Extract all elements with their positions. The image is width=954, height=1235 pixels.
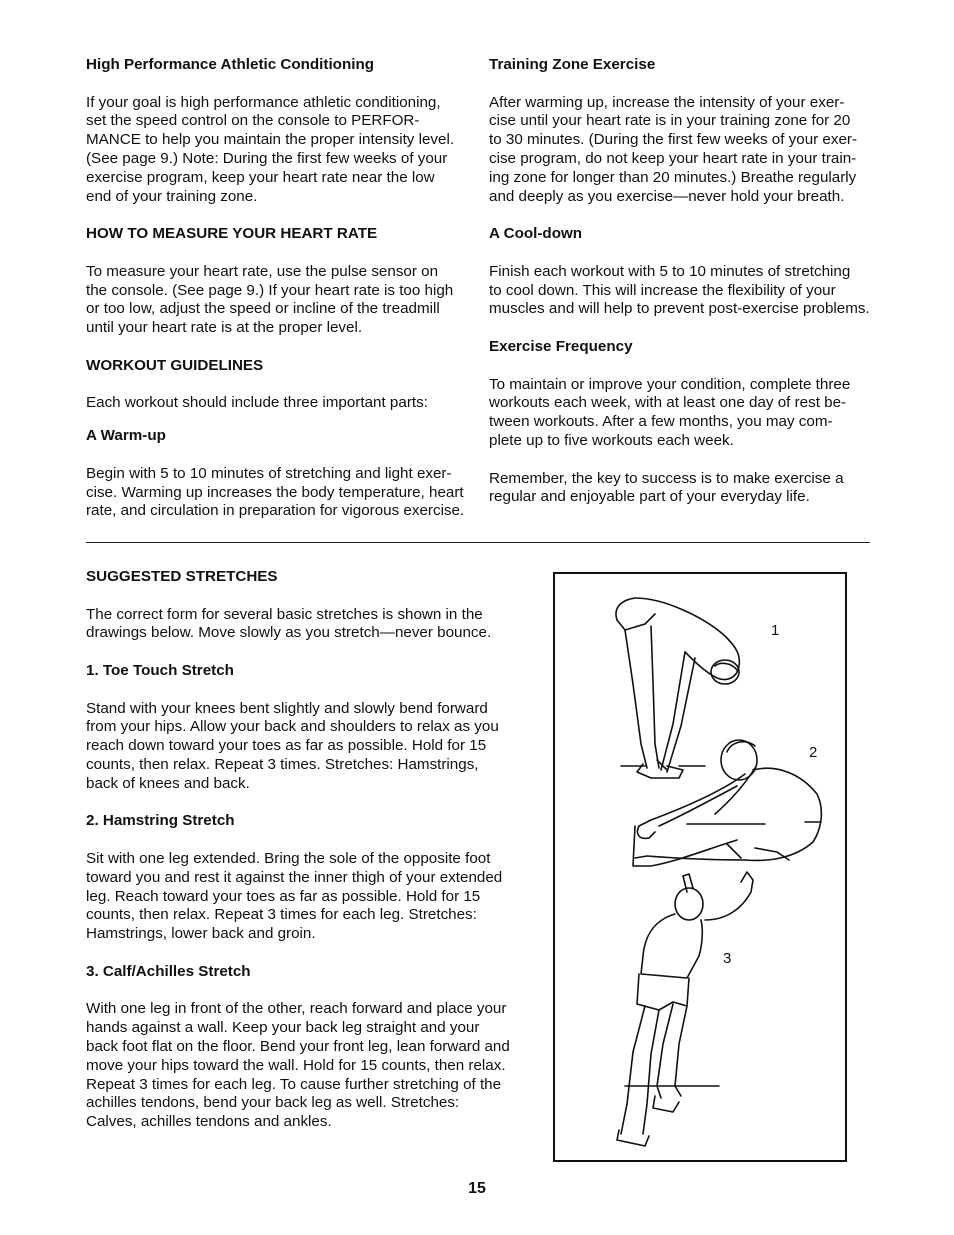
hamstring-figure-icon bbox=[633, 740, 821, 866]
body-line: toward you and rest it against the inner thigh of your extended bbox=[86, 868, 503, 886]
body-line: hands against a wall. Keep your back leg straight and your bbox=[86, 1019, 480, 1037]
heading-warm-up: A Warm-up bbox=[86, 427, 166, 445]
body-line: reach down toward your toes as far as possible. Hold for 15 bbox=[86, 737, 487, 755]
body-line: Hamstrings, lower back and groin. bbox=[86, 925, 316, 943]
body-line: leg. Reach toward your toes as far as possible. Hold for 15 bbox=[86, 887, 481, 905]
body-line: from your hips. Allow your back and shoulders to relax as you bbox=[86, 718, 499, 736]
body-line: Each workout should include three important parts: bbox=[86, 394, 428, 412]
stretches-column bbox=[86, 568, 526, 1132]
calf-stretch-figure-icon bbox=[617, 872, 753, 1146]
body-line: move your hips toward the wall. Hold for 15 counts, then relax. bbox=[86, 1056, 506, 1074]
body-line: MANCE to help you maintain the proper intensity level. bbox=[86, 131, 455, 149]
body-line: Finish each workout with 5 to 10 minutes of stretching bbox=[489, 262, 851, 280]
body-line: to 30 minutes. (During the first few weeks of your exer- bbox=[489, 131, 858, 149]
body-line: Calves, achilles tendons and ankles. bbox=[86, 1113, 332, 1131]
body-line: achilles tendons, bend your back leg as well. Stretches: bbox=[86, 1094, 460, 1112]
body-line: drawings below. Move slowly as you stretch—never bounce. bbox=[86, 624, 492, 642]
body-line: set the speed control on the console to PERFOR- bbox=[86, 112, 420, 130]
body-line: muscles and will help to prevent post-exercise problems. bbox=[489, 300, 870, 318]
figure-label-1: 1 bbox=[771, 622, 780, 639]
heading-athletic: High Performance Athletic Conditioning bbox=[86, 56, 375, 73]
body-line: the console. (See page 9.) If your heart rate is too high bbox=[86, 281, 454, 299]
body-line: to cool down. This will increase the flexibility of your bbox=[489, 281, 836, 299]
body-line: Sit with one leg extended. Bring the sole of the opposite foot bbox=[86, 849, 491, 867]
stretch-drawings bbox=[555, 574, 845, 1160]
section-divider bbox=[86, 542, 870, 543]
body-line: cise until your heart rate is in your training zone for 20 bbox=[489, 112, 851, 130]
heading-workout-guidelines: WORKOUT GUIDELINES bbox=[86, 356, 264, 374]
body-line: counts, then relax. Repeat 3 times. Stretches: Hamstrings, bbox=[86, 755, 479, 773]
figure-label-3: 3 bbox=[723, 950, 732, 967]
heading-hamstring: 2. Hamstring Stretch bbox=[86, 812, 235, 830]
body-line: After warming up, increase the intensity of your exer- bbox=[489, 93, 845, 111]
body-line: exercise program, keep your heart rate near the low bbox=[86, 168, 435, 186]
body-line: ing zone for longer than 20 minutes.) Breathe regularly bbox=[489, 168, 857, 186]
body-line: Stand with your knees bent slightly and slowly bend forward bbox=[86, 699, 488, 717]
body-line: (See page 9.) Note: During the first few weeks of your bbox=[86, 149, 448, 167]
heading-heart-rate: HOW TO MEASURE YOUR HEART RATE bbox=[86, 225, 378, 243]
body-line: regular and enjoyable part of your everyday life. bbox=[489, 488, 810, 506]
body-line: workouts each week, with at least one day of rest be- bbox=[489, 394, 847, 412]
body-line: cise program, do not keep your heart rate in your train- bbox=[489, 149, 857, 167]
body-line: To maintain or improve your condition, complete three bbox=[489, 375, 851, 393]
figure-label-2: 2 bbox=[809, 744, 818, 761]
body-line: end of your training zone. bbox=[86, 187, 258, 205]
body-line: Remember, the key to success is to make exercise a bbox=[489, 469, 844, 487]
body-line: back of knees and back. bbox=[86, 774, 250, 792]
body-line: plete up to five workouts each week. bbox=[489, 431, 734, 449]
heading-cool-down: A Cool-down bbox=[489, 225, 583, 243]
toe-touch-figure-icon bbox=[616, 598, 739, 778]
heading-exercise-frequency: Exercise Frequency bbox=[489, 337, 633, 355]
body-line: Begin with 5 to 10 minutes of stretching and light exer- bbox=[86, 464, 452, 482]
body-line: The correct form for several basic stretches is shown in the bbox=[86, 605, 483, 623]
body-line: and deeply as you exercise—never hold your breath. bbox=[489, 187, 845, 205]
body-line: tween workouts. After a few months, you may com- bbox=[489, 413, 833, 431]
stretch-illustration bbox=[553, 572, 847, 1162]
body-line: back foot flat on the floor. Bend your front leg, lean forward and bbox=[86, 1037, 510, 1055]
body-line: To measure your heart rate, use the pulse sensor on bbox=[86, 262, 439, 280]
heading-suggested-stretches: SUGGESTED STRETCHES bbox=[86, 568, 278, 585]
heading-calf-achilles: 3. Calf/Achilles Stretch bbox=[86, 962, 251, 980]
body-line: counts, then relax. Repeat 3 times for each leg. Stretches: bbox=[86, 906, 477, 924]
body-line: With one leg in front of the other, reach forward and place your bbox=[86, 1000, 507, 1018]
body-line: rate, and circulation in preparation for vigorous exercise. bbox=[86, 502, 465, 520]
left-column bbox=[86, 56, 471, 521]
heading-training-zone: Training Zone Exercise bbox=[489, 56, 656, 73]
body-line: If your goal is high performance athletic conditioning, bbox=[86, 93, 441, 111]
right-column bbox=[489, 56, 873, 507]
body-line: or too low, adjust the speed or incline of the treadmill bbox=[86, 300, 440, 318]
body-line: cise. Warming up increases the body temperature, heart bbox=[86, 483, 464, 501]
body-line: Repeat 3 times for each leg. To cause further stretching of the bbox=[86, 1075, 502, 1093]
body-line: until your heart rate is at the proper level. bbox=[86, 319, 363, 337]
page-number: 15 bbox=[468, 1180, 486, 1197]
heading-toe-touch: 1. Toe Touch Stretch bbox=[86, 661, 234, 679]
